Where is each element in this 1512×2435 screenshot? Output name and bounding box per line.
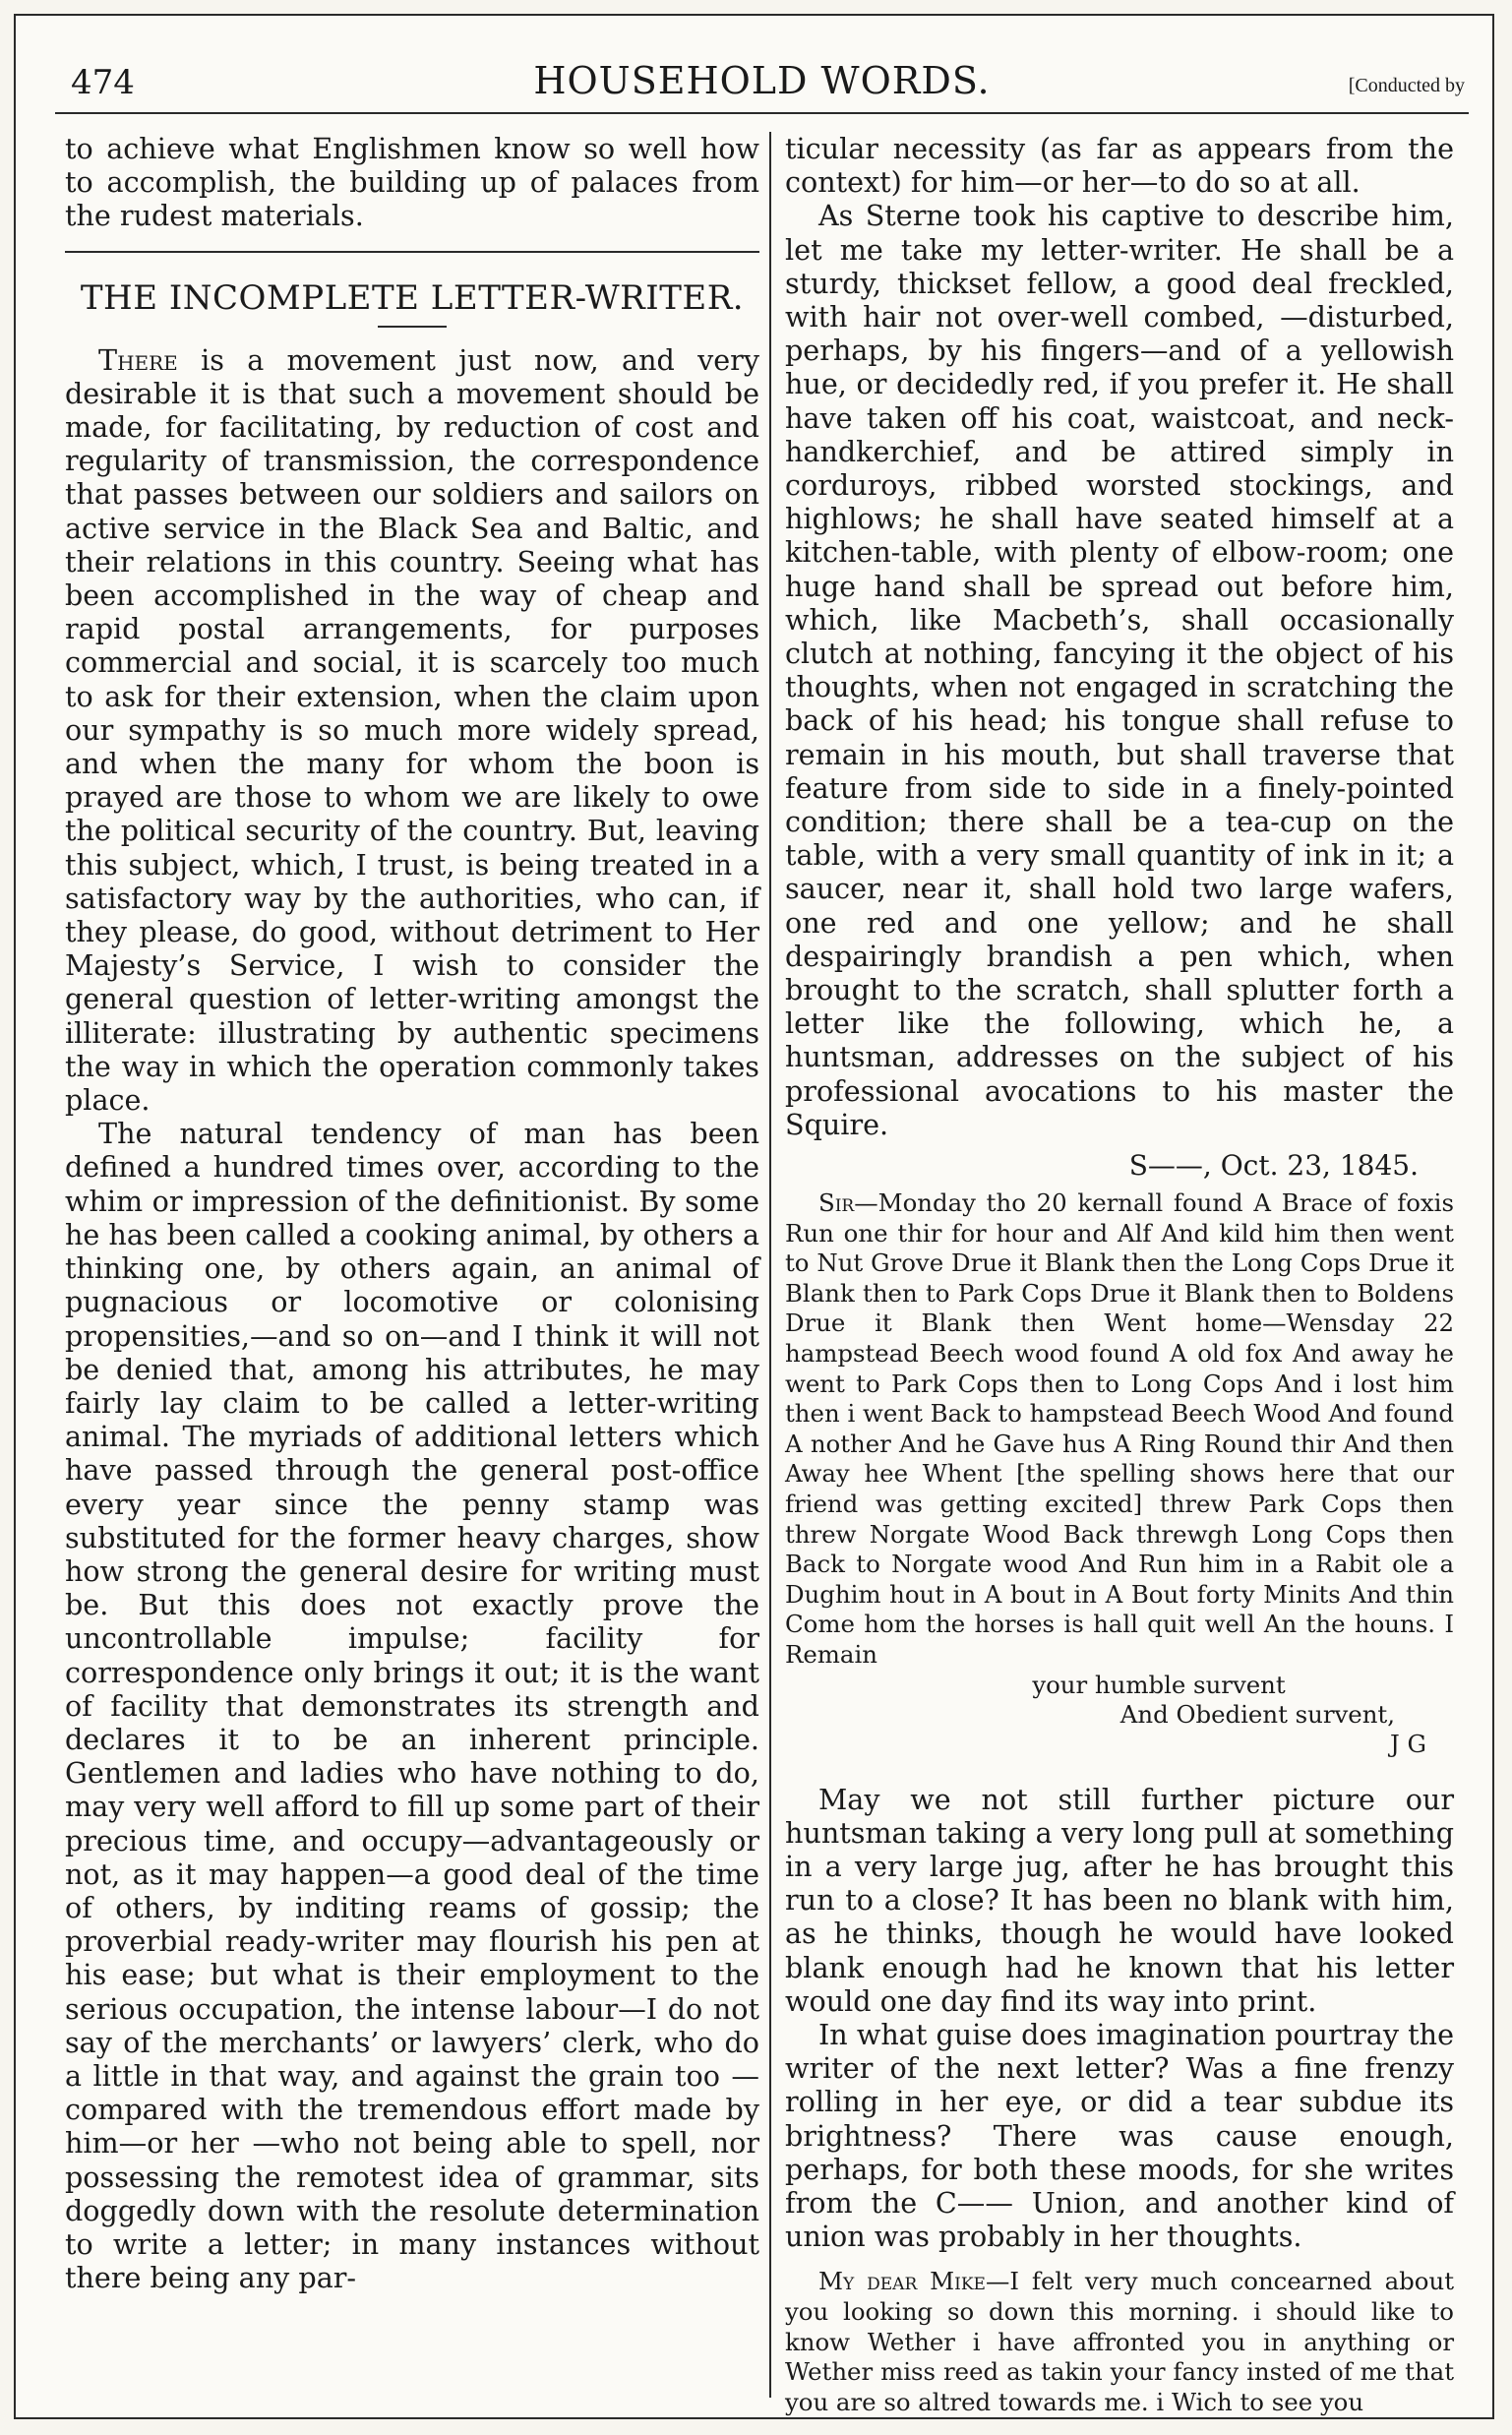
running-title: HOUSEHOLD WORDS.: [533, 59, 991, 102]
letter-text: —Monday tho 20 kernall found A Brace of foxis Run one thir for hour and Alf And kild him then went to Nut Grove Drue it Blank then the Long Cops Drue it Blank then to Park Cops Drue it Blank then to Boldens Drue it Blank then Went home—Wensday 22 hampstead Beech wood found A old fox And away he went to Park Cops then to Long Cops And i lost him then i went Back to hampstead Beech Wood And found A nother And he Gave hus A Ring Round thir And then Away hee Whent [the spelling shows here that our friend was getting excited] threw Park Cops then threw Norgate Wood Back threwgh Long Cops then Back to Norgate wood And Run him in a Rabit ole a Dughim hout in A bout in A Bout forty Minits And thin Come hom the horses is hall quit well An the houns. I Remain: [785, 1188, 1454, 1669]
letter-salutation: Sir: [818, 1188, 855, 1218]
article-title: THE INCOMPLETE LETTER-WRITER.: [80, 277, 745, 318]
section-divider: [65, 251, 759, 253]
right-column: [785, 132, 1454, 2416]
letter-salutation: My dear Mike: [818, 2267, 986, 2296]
paragraph-lead-word: There: [98, 342, 178, 377]
paragraph-continuation: ticular necessity (as far as appears from the context) for him—or her—to do so at all.: [785, 132, 1454, 200]
paragraph: As Sterne took his captive to describe him, let me take my letter-writer. He shall be a sturdy, thickset fellow, a good deal freckled, with hair not over-well combed, —disturbed, perhaps, by his fingers—and of a yellowish hue, or decidedly red, if you prefer it. He shall have taken off his coat, waistcoat, and neck-handkerchief, and be attired simply in corduroys, ribbed worsted stockings, and highlows; he shall have seated himself at a kitchen-table, with plenty of elbow-room; one huge hand shall be spread out before him, which, like Macbeth’s, shall occasionally clutch at nothing, fancying it the object of his thoughts, when not engaged in scratching the back of his head; his tongue shall refuse to remain in his mouth, but shall traverse that feature from side to side in a finely-pointed condition; there shall be a tea-cup on the table, with a very small quantity of ink in it; a saucer, near it, shall hold two large wafers, one red and one yellow; and he shall despairingly brandish a pen which, when brought to the scratch, shall splutter forth a letter like the following, which he, a huntsman, addresses on the subject of his professional avocations to his master the Squire.: [785, 199, 1454, 1141]
conducted-by-note: [Conducted by: [1348, 75, 1465, 96]
paragraph-text: is a movement just now, and very desirable it is that such a movement should be made, for facilitating, by reduction of cost and regularity of transmission, the correspondence that passes between our soldiers and sailors on active service in the Black Sea and Baltic, and their relations in this country. Seeing what has been accomplished in the way of cheap and rapid postal arrangements, for purposes commercial and social, it is scarcely too much to ask for their extension, when the claim upon our sympathy is so much more widely spread, and when the many for whom the boon is prayed are those to whom we are likely to owe the political security of the country. But, leaving this subject, which, I trust, is being treated in a satisfactory way by the authorities, who can, if they please, do good, without detriment to Her Majesty’s Service, I wish to consider the general question of letter-writing amongst the illiterate: illustrating by authentic specimens the way in which the operation commonly takes place.: [65, 342, 759, 1118]
letter-specimen-huntsman: [785, 1149, 1454, 1759]
column-divider: [769, 132, 771, 2398]
page-header: [55, 53, 1469, 114]
letter-date: S——, Oct. 23, 1845.: [1128, 1149, 1419, 1183]
paragraph: The natural tendency of man has been defined a hundred times over, according to the whim or impression of the definitionist. By some he has been called a cooking animal, by others a thinking one, by others again, an animal of pugnacious or locomotive or colonising propensities,—and so on—and I think it will not be denied that, among his attributes, he may fairly lay claim to be called a letter-writing animal. The myriads of additional letters which have passed through the general post-office every year since the penny stamp was substituted for the former heavy charges, show how strong the general desire for writing must be. But this does not exactly prove the uncontrollable impulse; facility for correspondence only brings it out; it is the want of facility that demonstrates its strength and declares it to be an inherent principle. Gentlemen and ladies who have nothing to do, may very well afford to fill up some part of their precious time, and occupy—advantageously or not, as it may happen—a good deal of the time of others, by inditing reams of gossip; the proverbial ready-writer may flourish his pen at his ease; but what is their employment to the serious occupation, the intense labour—I do not say of the merchants’ or lawyers’ clerk, who do a little in that way, and against the grain too — compared with the tremendous effort made by him—or her —who not being able to spell, nor possessing the remotest idea of grammar, sits doggedly down with the resolute determination to write a letter; in many instances without there being any par-: [65, 1117, 759, 2295]
left-column: [65, 132, 759, 2398]
letter-body: [785, 1188, 1454, 1671]
paragraph: In what guise does imagination pourtray the writer of the next letter? Was a fine frenzy rolling in her eye, or did a tear subdue its brightness? There was cause enough, perhaps, for both these moods, for she writes from the C—— Union, and another kind of union was probably in her thoughts.: [785, 2018, 1454, 2254]
letter-specimen-union: [785, 2267, 1454, 2417]
letter-text: —I felt very much concearned about you looking so down this morning. i should like to know Wether i have affronted you in anything or Wether miss reed as takin your fancy insted of me that you are so altred towards me. i Wich to see you: [785, 2267, 1454, 2416]
letter-body: [785, 2267, 1454, 2417]
paragraph: May we not still further picture our huntsman taking a very long pull at something in a very large jug, after he has brought this run to a close? It has been no blank with him, as he thinks, though he would have looked blank enough had he known that his letter would one day find its way into print.: [785, 1782, 1454, 2018]
title-underline: [378, 326, 447, 328]
newspaper-page: [14, 14, 1494, 2419]
letter-signature: J G: [1389, 1729, 1426, 1758]
previous-article-ending: to achieve what Englishmen know so well how to accomplish, the building up of palaces from the rudest materials.: [65, 132, 759, 233]
letter-closing: And Obedient survent,: [1119, 1699, 1395, 1729]
page-number: 474: [71, 63, 135, 102]
letter-closing: your humble survent: [1032, 1670, 1286, 1699]
paragraph: [65, 343, 759, 1118]
